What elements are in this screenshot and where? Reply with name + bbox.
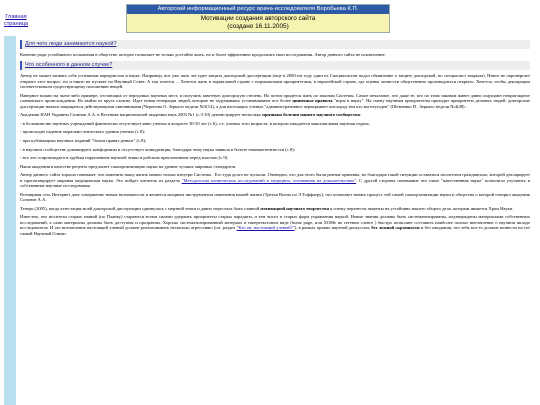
list-item: - при публикациях научных изданий "балом правят деньги" (с.8);	[20, 138, 147, 143]
list-item: - в научном сообществе доминируют конформизм и отсутствует конкуренция, благодаря чему наука заявила в болоте некомпетентности (с.8);	[20, 146, 295, 152]
list-item: - в большинстве научных учреждений фактически отсутствует явно ученых в возрасте 30-50 лет (с.6), т.е. ученых того возраста, в котором ожидается максимальная научная отдача;	[20, 120, 370, 126]
bold-text: без ложной скромности	[371, 225, 420, 231]
bold-text: циничные правила	[292, 98, 333, 104]
paragraph	[20, 112, 530, 117]
paragraph: Наша академия в качестве рецепта предлагает самоорганизацию науки на уровне лучших мировых стандартов.	[20, 163, 236, 169]
page-header	[126, 4, 390, 33]
page-title: Мотивации создания авторского сайта	[200, 15, 316, 22]
paragraph	[20, 93, 530, 109]
paragraph: Всемирная сеть Интернет дает совершенно новые возможности и является мощным инструментом изменения нашей жизни (Третья Волна по Э.Тоффлеру), что позволяет начать процесс той самой самоорганизации науки и общества о которой говорил академик Созинов А.А.	[20, 191, 530, 203]
text: и без ожидания, что тебя кто-то должен вознести на тот самый Научный Олимп.	[20, 225, 530, 236]
page-date: (создано 16.11.2005)	[227, 23, 289, 30]
home-page-link[interactable]: Главная страница	[3, 14, 29, 27]
list-item: - происходит падение морально-этического уровня ученых (с.8);	[20, 129, 146, 135]
list-item: - все это сопровождается грубым нарушением научной этики и рабским преклонением перед властью (с.9).	[20, 155, 229, 161]
text: Академик НАН Украины Созинов А.А. в Вестнике национальной академии наук 2003 №1 (с.3-10) демонстрирует несколько	[20, 112, 263, 118]
paragraph	[20, 172, 530, 188]
section-heading-why-science[interactable]: Для чего люди занимаются наукой?	[20, 40, 530, 49]
paragraph	[20, 214, 530, 236]
text: "игры в науку". На смену научным приоритетам приходят приоритеты деловых людей, докторские диссертации начали защищаться действующими чиновниками (Черепова О. Зеркало недели №5(14), а для настоящих ученых "административное перекрывает кислород тем кто им неугоден" (Шевченко И . Зеркало недели №4(48) .	[20, 98, 530, 109]
text: Теперь (2005), когда аттестация моей докторской диссертации сдвинулась с мертвой точки и давно перестала быть главной	[20, 205, 261, 211]
true-scientist-link[interactable]: "Кто он, настоящий ученый?"	[236, 225, 295, 231]
text: . С другой стороны понимание что такое "качественная наука" позволило улучшить и собственные научные исследования.	[20, 177, 530, 189]
left-decorative-strip	[4, 36, 16, 405]
text: Наверное можно на чьем-либо примере, отстающих от передовых научных мест, и получить заветную докторскую степень. Но потом придётся жить по законам Системы. Самое печальное, что даже те, кто по этим законам живет давно ощущают неприглядное славянского происхождения. Но выйти из круга сложно. Идет новая генерация людей, которые не задумываясь устанавливают все более	[20, 92, 530, 104]
text: Автор данного сайта хорошо понимает, что изменить нашу жизнь можно только изнутри Системы . Его туда долго не пускали. Очевидно, что для этого были разные причины, но благодаря такой ситуации оставаться носителем гражданских, которой декларирует и пропагандирует мировая медицинская наука. Это пойдет читатель из раздела	[20, 172, 530, 183]
text: я спешу перенести акценты на устойчиво нашего общего дела, которым является Храм Науки.	[328, 205, 514, 211]
page-title-box	[127, 14, 389, 32]
paragraph: Автор не может назвать себя успешным карьеристом в науке. Например, вот уже пять лет идет защита докторской диссертации (еще в 2000-ом году один из Специалистов подал объявление о защите докторской, но специалист закрыла). Никто не опровергает открыто этот вопрос, но и никто не пускает на Научный Совет. А так хочется ... Хочется жить в нормальной стране с нормальными приоритетами, в европейской стране, где оценка личности общественно производиться открыто. Хочется, чтобы декларации соответствовали существующему положению вещей.	[20, 73, 530, 90]
site-title: Авторский информационный ресурс врача-исследователя Воробьева К.П.	[127, 5, 389, 14]
paragraph	[20, 206, 530, 211]
text: :	[359, 112, 362, 118]
section-heading-what-special[interactable]: Что особенного в данном случае?	[20, 61, 530, 70]
bold-text: мотивацией научного творчества	[260, 205, 329, 211]
text: Известно, что носители старых знаний (по Планку) стараются всеми силами удержать приоритеты старых парадигм, и тем чисел и старых форм управления наукой. Новые знания должны быть систематизированы, подтверждены материалами собственных исследований, а сами материалы должны быть доступны и прозрачны. Хорошо систематизированный материал в гипертекстовом виде (home page, или ХОМе на сетевом сленге ) быстро позволяет составить наиболее полное впечатление о научном вкладе исследователя. И это впечатление настоящий ученый должен реализовывать несколько агрессивно (см. раздел	[20, 214, 530, 231]
methodology-link[interactable]: "Методология клинических исследований и медицина, основанная на доказательствах"	[181, 177, 357, 183]
paragraph: Конечно ради устойчивого положения в обществе, которое позволяет не только достойно жить, но и более эффективно продолжать свои исследования. Автор данного сайта не исключение.	[20, 52, 386, 57]
bold-text: признаки болезни нашего научного сообщества	[262, 112, 360, 118]
text: ), в рамках правил научной дискуссии,	[294, 225, 372, 231]
main-content	[20, 36, 530, 405]
